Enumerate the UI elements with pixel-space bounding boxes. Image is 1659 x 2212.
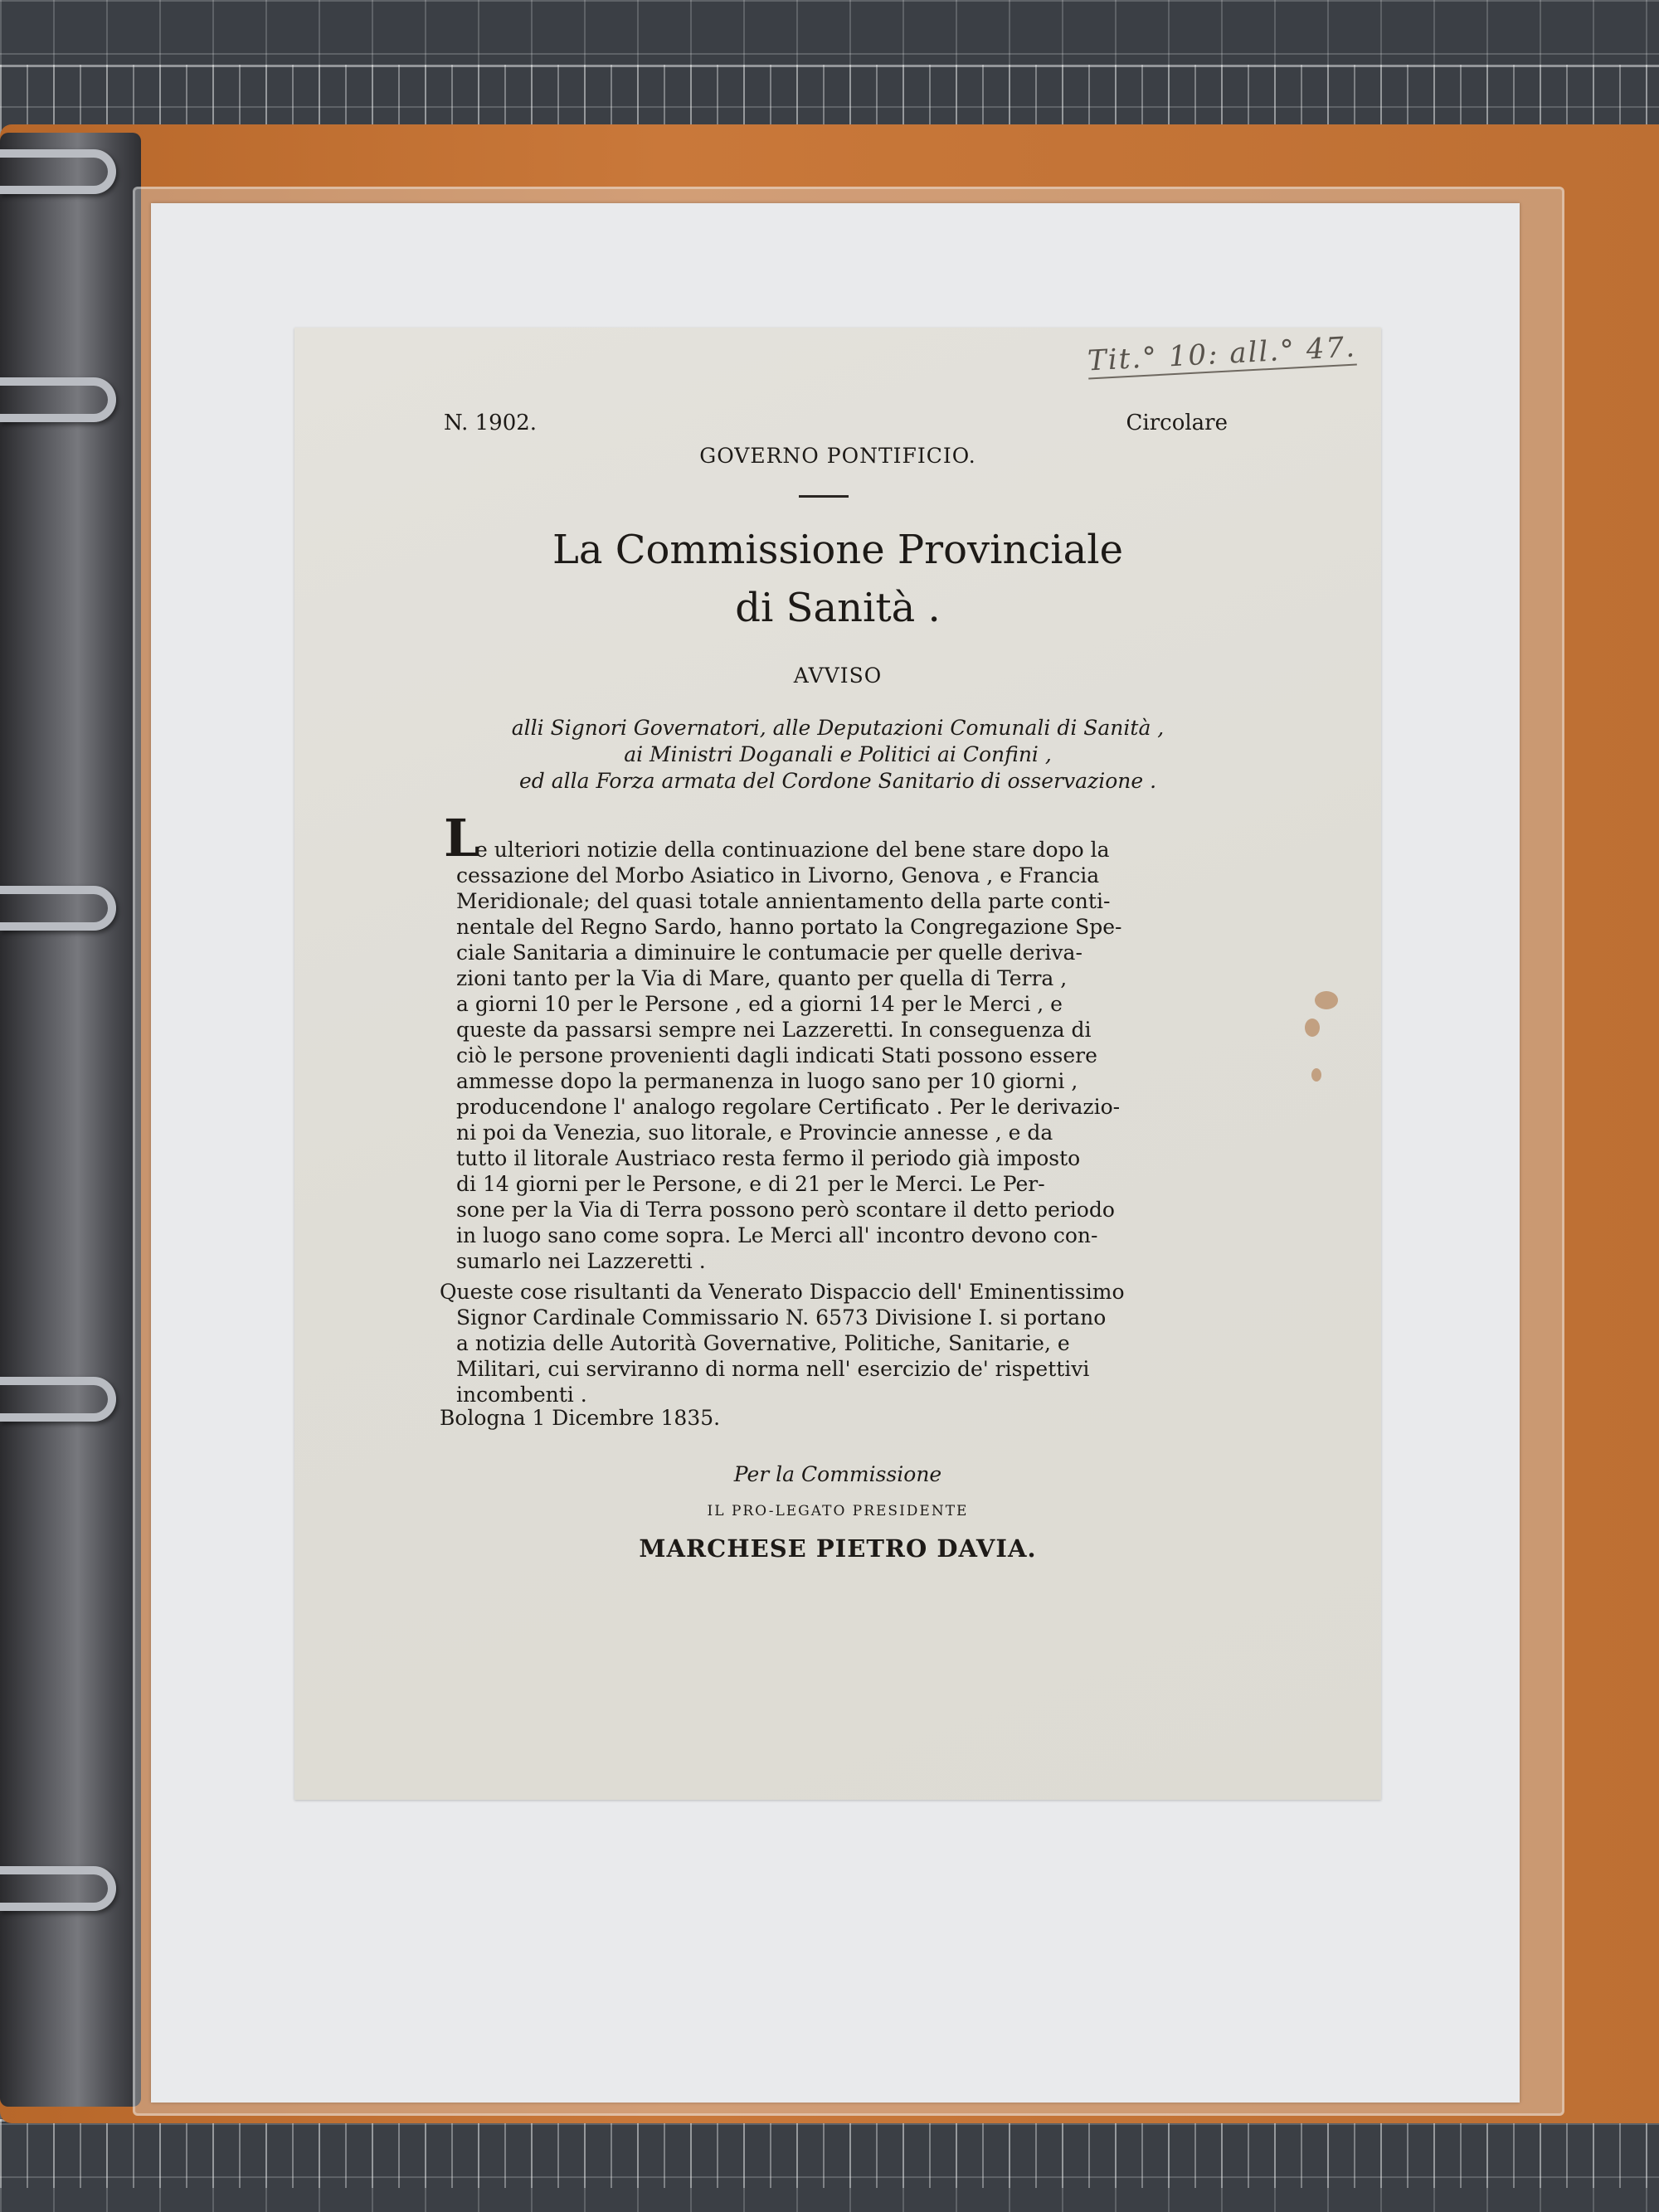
binder-ring-4 bbox=[0, 1377, 116, 1422]
body-line: ciò le persone provenienti dagli indicati Stati possono essere bbox=[456, 1043, 1097, 1067]
handwritten-annotation: Tit.° 10: all.° 47. bbox=[1087, 330, 1357, 378]
body-line: a notizia delle Autorità Governative, Politiche, Sanitarie, e bbox=[456, 1331, 1070, 1355]
body-line: di 14 giorni per le Persone, e di 21 per le Merci. Le Per- bbox=[456, 1172, 1045, 1196]
body-line: e ulteriori notizie della continuazione del bene stare dopo la bbox=[475, 838, 1110, 862]
foxing-stain bbox=[1311, 1068, 1321, 1082]
heading-divider bbox=[799, 495, 849, 498]
foxing-stain bbox=[1315, 991, 1338, 1009]
government-heading: GOVERNO PONTIFICIO. bbox=[699, 444, 976, 468]
body-line: zioni tanto per la Via di Mare, quanto per quella di Terra , bbox=[456, 966, 1068, 990]
addressee-line: ed alla Forza armata del Cordone Sanitario di osservazione . bbox=[518, 769, 1157, 793]
body-line: in luogo sano come sopra. Le Merci all' incontro devono con- bbox=[456, 1223, 1098, 1247]
drop-cap: L bbox=[444, 808, 480, 868]
body-line: ciale Sanitaria a diminuire le contumacie per quelle deriva- bbox=[456, 941, 1082, 965]
binder-ring-2 bbox=[0, 377, 116, 422]
body-line: incombenti . bbox=[456, 1383, 587, 1407]
notice-label: AVVISO bbox=[793, 664, 883, 688]
body-line: Militari, cui serviranno di norma nell' esercizio de' rispettivi bbox=[456, 1357, 1090, 1381]
document-date: Bologna 1 Dicembre 1835. bbox=[440, 1406, 721, 1430]
addressee-line: alli Signori Governatori, alle Deputazioni Comunali di Sanità , bbox=[511, 716, 1165, 740]
document-type: Circolare bbox=[1126, 411, 1228, 435]
historical-document bbox=[294, 328, 1381, 1800]
binder-ring-3 bbox=[0, 886, 116, 931]
body-line: cessazione del Morbo Asiatico in Livorno, Genova , e Francia bbox=[456, 863, 1100, 887]
body-line: ammesse dopo la permanenza in luogo sano per 10 giorni , bbox=[456, 1069, 1078, 1093]
addressee-line: ai Ministri Doganali e Politici ai Confini , bbox=[624, 742, 1052, 766]
binder-ring-1 bbox=[0, 149, 116, 194]
body-line: Queste cose risultanti da Venerato Dispaccio dell' Eminentissimo bbox=[440, 1280, 1125, 1304]
foxing-stain bbox=[1305, 1018, 1320, 1037]
binder-ring-5 bbox=[0, 1866, 116, 1911]
signature-line-1: Per la Commissione bbox=[733, 1462, 942, 1486]
body-line: a giorni 10 per le Persone , ed a giorni 14 per le Merci , e bbox=[456, 992, 1063, 1016]
ruler-band-bottom bbox=[0, 2119, 1659, 2188]
title-line-2: di Sanità . bbox=[735, 585, 941, 631]
body-line: sumarlo nei Lazzeretti . bbox=[456, 1249, 706, 1273]
document-number: N. 1902. bbox=[444, 411, 538, 435]
signature-line-2: IL PRO-LEGATO PRESIDENTE bbox=[707, 1503, 969, 1519]
body-line: sone per la Via di Terra possono però scontare il detto periodo bbox=[456, 1198, 1115, 1222]
body-line: ni poi da Venezia, suo litorale, e Provincie annesse , e da bbox=[456, 1121, 1053, 1145]
body-line: nentale del Regno Sardo, hanno portato la Congregazione Spe- bbox=[456, 915, 1122, 939]
body-line: Signor Cardinale Commissario N. 6573 Divisione I. si portano bbox=[456, 1305, 1107, 1330]
body-line: Meridionale; del quasi totale annientamento della parte conti- bbox=[456, 889, 1111, 913]
body-line: producendone l' analogo regolare Certificato . Per le derivazio- bbox=[456, 1095, 1121, 1119]
signatory-name: MARCHESE PIETRO DAVIA. bbox=[639, 1534, 1037, 1563]
body-line: queste da passarsi sempre nei Lazzeretti. In conseguenza di bbox=[456, 1018, 1092, 1042]
binder-spine bbox=[0, 133, 141, 2107]
title-line-1: La Commissione Provinciale bbox=[552, 527, 1123, 573]
body-line: tutto il litorale Austriaco resta fermo il periodo già imposto bbox=[456, 1146, 1081, 1170]
